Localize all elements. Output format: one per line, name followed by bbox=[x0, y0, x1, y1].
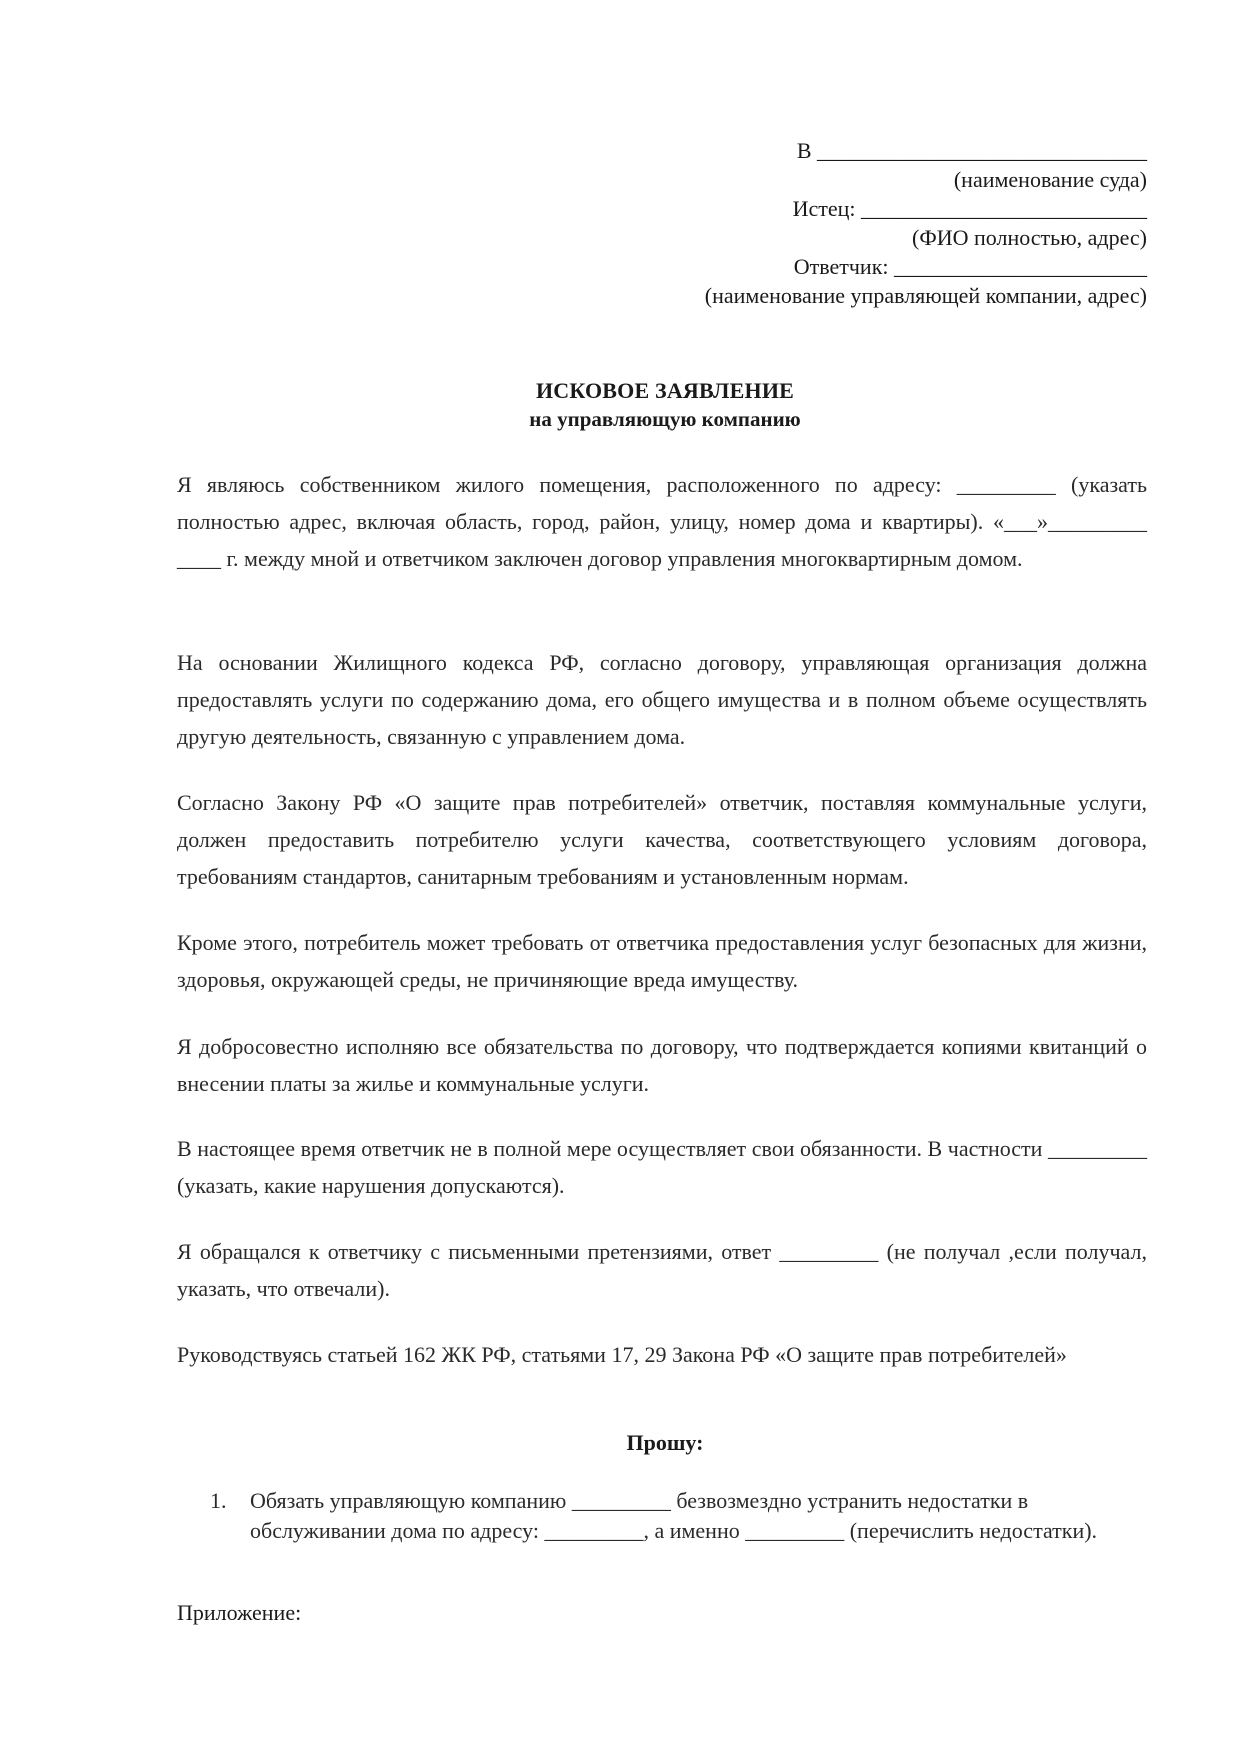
paragraph-obligations: Я добросовестно исполняю все обязательства по договору, что подтверждается копиями квитанций о внесении платы за жилье и коммунальные услуги. bbox=[177, 1034, 1147, 1096]
request-heading: Прошу: bbox=[626, 1430, 704, 1455]
list-item-text: Обязать управляющую компанию _________ безвозмездно устранить недостатки в обслуживании дома по адресу: _________, а именно _________ (перечислить недостатки). bbox=[250, 1488, 1098, 1543]
court-prefix: В bbox=[796, 138, 812, 163]
paragraph-safety: Кроме этого, потребитель может требовать от ответчика предоставления услуг безопасных для жизни, здоровья, окружающей среды, не причиняющие вреда имуществу. bbox=[177, 930, 1147, 992]
paragraph-legal-basis: Руководствуясь статьей 162 ЖК РФ, статьями 17, 29 Закона РФ «О защите прав потребителей» bbox=[177, 1342, 1067, 1367]
title-sub: на управляющую компанию bbox=[529, 407, 801, 431]
paragraph-violations: В настоящее время ответчик не в полной мере осуществляет свои обязанности. В частности _________ (указать, какие нарушения допускаются). bbox=[177, 1136, 1147, 1198]
court-caption: (наименование суда) bbox=[953, 167, 1147, 192]
plaintiff-caption: (ФИО полностью, адрес) bbox=[912, 225, 1147, 250]
request-list bbox=[210, 1486, 1150, 1546]
defendant-caption: (наименование управляющей компании, адрес) bbox=[704, 283, 1147, 308]
plaintiff-blank: __________________________ bbox=[861, 196, 1147, 221]
list-item-number: 1. bbox=[210, 1488, 227, 1513]
paragraph-ownership: Я являюсь собственником жилого помещения, расположенного по адресу: _________ (указать полностью адрес, включая область, город, район, улицу, номер дома и квартиры). «___»_________ ____ г. между мной и ответчиком заключен договор управления многоквартирным домом. bbox=[177, 472, 1147, 571]
attachments-label: Приложение: bbox=[177, 1600, 302, 1625]
document-title bbox=[0, 377, 1240, 433]
addressee-header bbox=[447, 136, 1147, 310]
paragraph-claims: Я обращался к ответчику с письменными претензиями, ответ _________ (не получал ,если получал, указать, что отвечали). bbox=[177, 1239, 1147, 1301]
court-blank: ______________________________ bbox=[817, 138, 1147, 163]
defendant-blank: _______________________ bbox=[894, 254, 1147, 279]
paragraph-consumer-law: Согласно Закону РФ «О защите прав потребителей» ответчик, поставляя коммунальные услуги, должен предоставить потребителю услуги качества, соответствующего условиям договора, требованиям стандартов, санитарным требованиям и установленным нормам. bbox=[177, 790, 1147, 889]
paragraph-housing-code: На основании Жилищного кодекса РФ, согласно договору, управляющая организация должна предоставлять услуги по содержанию дома, его общего имущества и в полном объеме осуществлять другую деятельность, связанную с управлением дома. bbox=[177, 650, 1147, 749]
plaintiff-row bbox=[447, 194, 1147, 223]
title-main: ИСКОВОЕ ЗАЯВЛЕНИЕ bbox=[535, 378, 795, 403]
list-item bbox=[210, 1486, 1150, 1546]
defendant-row bbox=[447, 252, 1147, 281]
court-row bbox=[447, 136, 1147, 165]
defendant-label: Ответчик: bbox=[793, 254, 889, 279]
plaintiff-label: Истец: bbox=[792, 196, 856, 221]
